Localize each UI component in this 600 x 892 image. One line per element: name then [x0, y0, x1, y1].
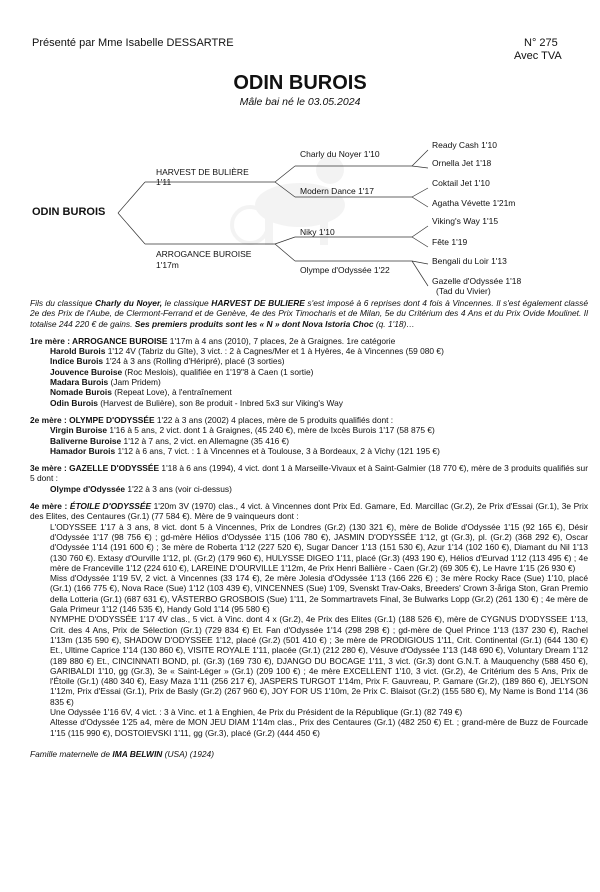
vat-label: Avec TVA: [514, 50, 562, 62]
intro-paragraph: Fils du classique Charly du Noyer, le classique HARVEST DE BULIERE s'est imposé à 6 reprises dont 4 fois à Vincennes. Il s'est également classé 2e des Prix de l'Aube, de Clermont-Ferrand et de Genève, 4e des Prix Timocharis et de Milan, 5e du Critérium des 4 Ans et du Prix Ovide Moulinet. Il totalise 244 220 € de gains. Ses premiers produits sont les « N » dont Nova Istoria Choc (q. 1'18)…: [30, 298, 588, 329]
pedigree-sire-dam: Modern Dance 1'17: [300, 186, 374, 196]
list-item: Nomade Burois (Repeat Love), à l'entraînement: [50, 387, 232, 398]
pedigree-sire-sire: Charly du Noyer 1'10: [300, 149, 380, 159]
second-dam-heading: 2e mère : OLYMPE D'ODYSSÉE 1'22 à 3 ans (2002) 4 places, mère de 5 produits qualifiés dont :: [30, 414, 394, 425]
list-item: NYMPHE D'ODYSSÉE 1'17 4V clas., 5 vict. à Vinc. dont 4 x (Gr.2), 4e Prix des Elites (Gr.1) (188 526 €), mère de CYGNUS D'ODYSSEE 1'13, Crit. des 4 Ans, Prix de Sélection (Gr.1) (729 834 €) Et. Fan d'Odyssée 1'14 (298 298 €) ; gd-mère de Quel Prince 1'13 (137 230 €), Rachel 1'13m (135 590 €), SHADOW D'ODYSSEE 1'12, placé (Gr.2) (501 410 €) ; 3e mère de PRODIGIOUS 1'11, Crit. Continental (Gr.1) (644 130 €) Et., Ultime Caprice 1'14 (130 860 €), VISITE ROYALE 1'11, placée (Gr.1) (212 280 €), Vésuve d'Odyssée 1'13 (148 690 €), Voluntary Dream 1'12 (189 880 €) Et., CINCINNATI BOND, pl. (Gr.3) (169 730 €), DJANGO DU BOCAGE 1'11, 3 vict. (Gr.3) dont G.N.T. à Mauquenchy (588 450 €), GARIBALDI 1'10, gg (Gr.3), 3e « Saint-Léger » (Gr.1) (209 100 €) ; 4e mère EXCELLENT 1'10, 3 vict. (Gr.2), 4e Critérium des 5 Ans, Prix de l'Étoile (Gr.1) (480 340 €), Easy Maza 1'11 (256 217 €), JASPERS TURGOT 1'14m, Prix F. Gauvreau, P. Gamare (Gr.2), (189 860 €), JELYSON 1'12m, Prix d'Essai (Gr.1), Prix de Basly (Gr.2) (267 960 €), JOY FOR US 1'10m, 2e Prix C. Blaisot (Gr.2) (155 580 €), My Name is Bond 1'14 (36 835 €): [50, 614, 588, 707]
list-item: Indice Burois 1'24 à 3 ans (Rolling d'Héripré), placé (3 sorties): [50, 356, 285, 367]
first-dam-produce-list: [30, 346, 588, 408]
list-item: Baliverne Buroise 1'12 à 7 ans, 2 vict. en Allemagne (35 416 €): [50, 435, 290, 446]
pedigree-sdd: Agatha Vévette 1'21m: [432, 198, 516, 208]
third-dam-produce-list: [30, 484, 588, 494]
list-item: Une Odyssée 1'16 6V, 4 vict. : 3 à Vinc. et 1 à Enghien, 4e Prix du Président de la République (Gr.1) (82 749 €): [50, 706, 463, 717]
second-dam-produce-list: [30, 425, 588, 456]
pedigree-sds: Coktail Jet 1'10: [432, 178, 490, 188]
third-dam-heading: 3e mère : GAZELLE D'ODYSSÉE 1'18 à 6 ans (1994), 4 vict. dont 1 à Marseille-Vivaux et à Saint-Galmier (18 770 €), mère de 3 produits qualifiés sur 5 dont :: [30, 463, 588, 484]
list-item: L'ODYSSEE 1'17 à 3 ans, 8 vict. dont 5 à Vincennes, Prix de Londres (Gr.2) (130 321 €), mère de Bolide d'Odyssée 1'15 (92 165 €), Désir d'Odyssée 1'17 (98 756 €) ; gd-mère Hélios d'Odyssée 1'15 (106 780 €), JASMIN D'ODYSSÉE 1'12, gt (Gr.3), pl. (Gr.2) (368 292 €), Oscar d'Odyssée 1'14 (191 600 €) ; 3e mère de Roberta 1'12 (227 520 €), Sugar Dancer 1'13 (151 530 €), Azur 1'14 (102 160 €), Diamant du Nil 1'13 (130 760 €). Extasy d'Ourville 1'12, pl. (Gr.2) (179 960 €), HULYSSE DIGEO 1'11, placé (Gr.3) (493 190 €), Hélios d'Eurvad 1'12 (113 495 €) ; 4e mère de Franceville 1'12 (224 610 €), LAREINE D'OURVILLE 1'12m, 4e Prix Henri Ballière - Caen (Gr.2) (69 305 €), Le Havre 1'15 (26 930 €): [50, 521, 588, 573]
list-item: Jouvence Buroise (Roc Meslois), qualifiée en 1'19"8 à Caen (1 sortie): [50, 366, 314, 377]
pedigree-sss: Ready Cash 1'10: [432, 140, 497, 150]
fourth-dam-heading: 4e mère : ÉTOILE D'ODYSSÉE 1'20m 3V (1970) clas., 4 vict. à Vincennes dont Prix Ed. Gamare, Ed. Marcillac (Gr.2), 2e Prix d'Essai (Gr.1), 3e Prix des Elites, des Centaures (Gr.1) (77 584 €). Mère de 9 vainqueurs dont :: [30, 501, 589, 522]
pedigree-tree-lines: [0, 0, 600, 290]
list-item: Odin Burois (Harvest de Bulière), son 8e produit - Inbred 5x3 sur Viking's Way: [50, 397, 343, 408]
list-item: Hamador Burois 1'12 à 6 ans, 7 vict. : 1 à Vincennes et à Toulouse, 3 à Bordeaux, 2 à Vichy (121 195 €): [50, 445, 440, 456]
pedigree-dds: Bengali du Loir 1'13: [432, 256, 507, 266]
pedigree-sire-record: 1'11: [156, 177, 172, 187]
maternal-family-line: Famille maternelle de IMA BELWIN (USA) (1924): [30, 748, 214, 759]
first-dam-heading: 1re mère : ARROGANCE BUROISE 1'17m à 4 ans (2010), 7 places, 2e à Graignes. 1re catégorie: [30, 335, 396, 346]
horse-name-title: ODIN BUROIS: [233, 72, 367, 94]
list-item: Altesse d'Odyssée 1'25 a4, mère de MON JEU DIAM 1'14m clas., Prix des Centaures (Gr.1) (482 250 €) Et. ; grand-mère de Buzz de Fourcade 1'15 (115 990 €), DOSTOIEVSKI 1'11, gg (Gr.3), placé (Gr.2) (444 450 €): [50, 717, 588, 738]
list-item: Harold Burois 1'12 4V (Tabriz du Gîte), 3 vict. : 2 à Cagnes/Mer et 1 à Hyères, 4e à Vincennes (59 080 €): [50, 346, 444, 357]
pedigree-subject: ODIN BUROIS: [32, 206, 106, 218]
list-item: Miss d'Odyssée 1'19 5V, 2 vict. à Vincennes (33 174 €), 2e mère Jolesia d'Odyssée 1'13 (166 226 €) ; 3e mère Rocky Race (Sue) 1'10, placé (Gr.1) (166 775 €), Nova Race (Sue) 1'12 (103 439 €), VINCENNES (Sue) 1'09, Svenskt Trav-Oaks, Breeders' Crown 3-åriga Ston, Gran Premio della Lotteria (Gr.1) (687 631 €), VÄSTERBO GROSBOIS (Sue) 1'11, 2e Sommartravets Final, 3e Bulwarks Lopp (Gr.2) (261 130 €) ; 4e mère de Gala Primeur 1'12 (146 535 €), Handy Gold 1'14 (95 580 €): [50, 573, 588, 615]
pedigree-dsd: Fête 1'19: [432, 237, 468, 247]
pedigree-ddd-sire: (Tad du Vivier): [436, 286, 491, 296]
lot-number: N° 275: [524, 37, 558, 49]
pedigree-dam-record: 1'17m: [156, 260, 179, 270]
catalog-body: [30, 298, 588, 759]
pedigree-dam-dam: Olympe d'Odyssée 1'22: [300, 265, 390, 275]
fourth-dam-produce-list: [30, 522, 588, 738]
pedigree-dss: Viking's Way 1'15: [432, 216, 499, 226]
pedigree-ssd: Ornella Jet 1'18: [432, 158, 492, 168]
pedigree-sire: HARVEST DE BULIÈRE: [156, 167, 249, 177]
pedigree-dam-sire: Niky 1'10: [300, 227, 335, 237]
pedigree-dam: ARROGANCE BUROISE: [156, 249, 252, 259]
list-item: Madara Burois (Jam Pridem): [50, 377, 161, 388]
horse-subtitle: Mâle bai né le 03.05.2024: [239, 96, 361, 108]
pedigree-ddd: Gazelle d'Odyssée 1'18: [432, 276, 522, 286]
list-item: Virgin Buroise 1'16 à 5 ans, 2 vict. dont 1 à Graignes, (45 240 €), mère de Ixcès Burois 1'17 (58 875 €): [50, 425, 435, 436]
presenter-line: Présenté par Mme Isabelle DESSARTRE: [32, 37, 234, 49]
list-item: Olympe d'Odyssée 1'22 à 3 ans (voir ci-dessus): [50, 483, 232, 494]
